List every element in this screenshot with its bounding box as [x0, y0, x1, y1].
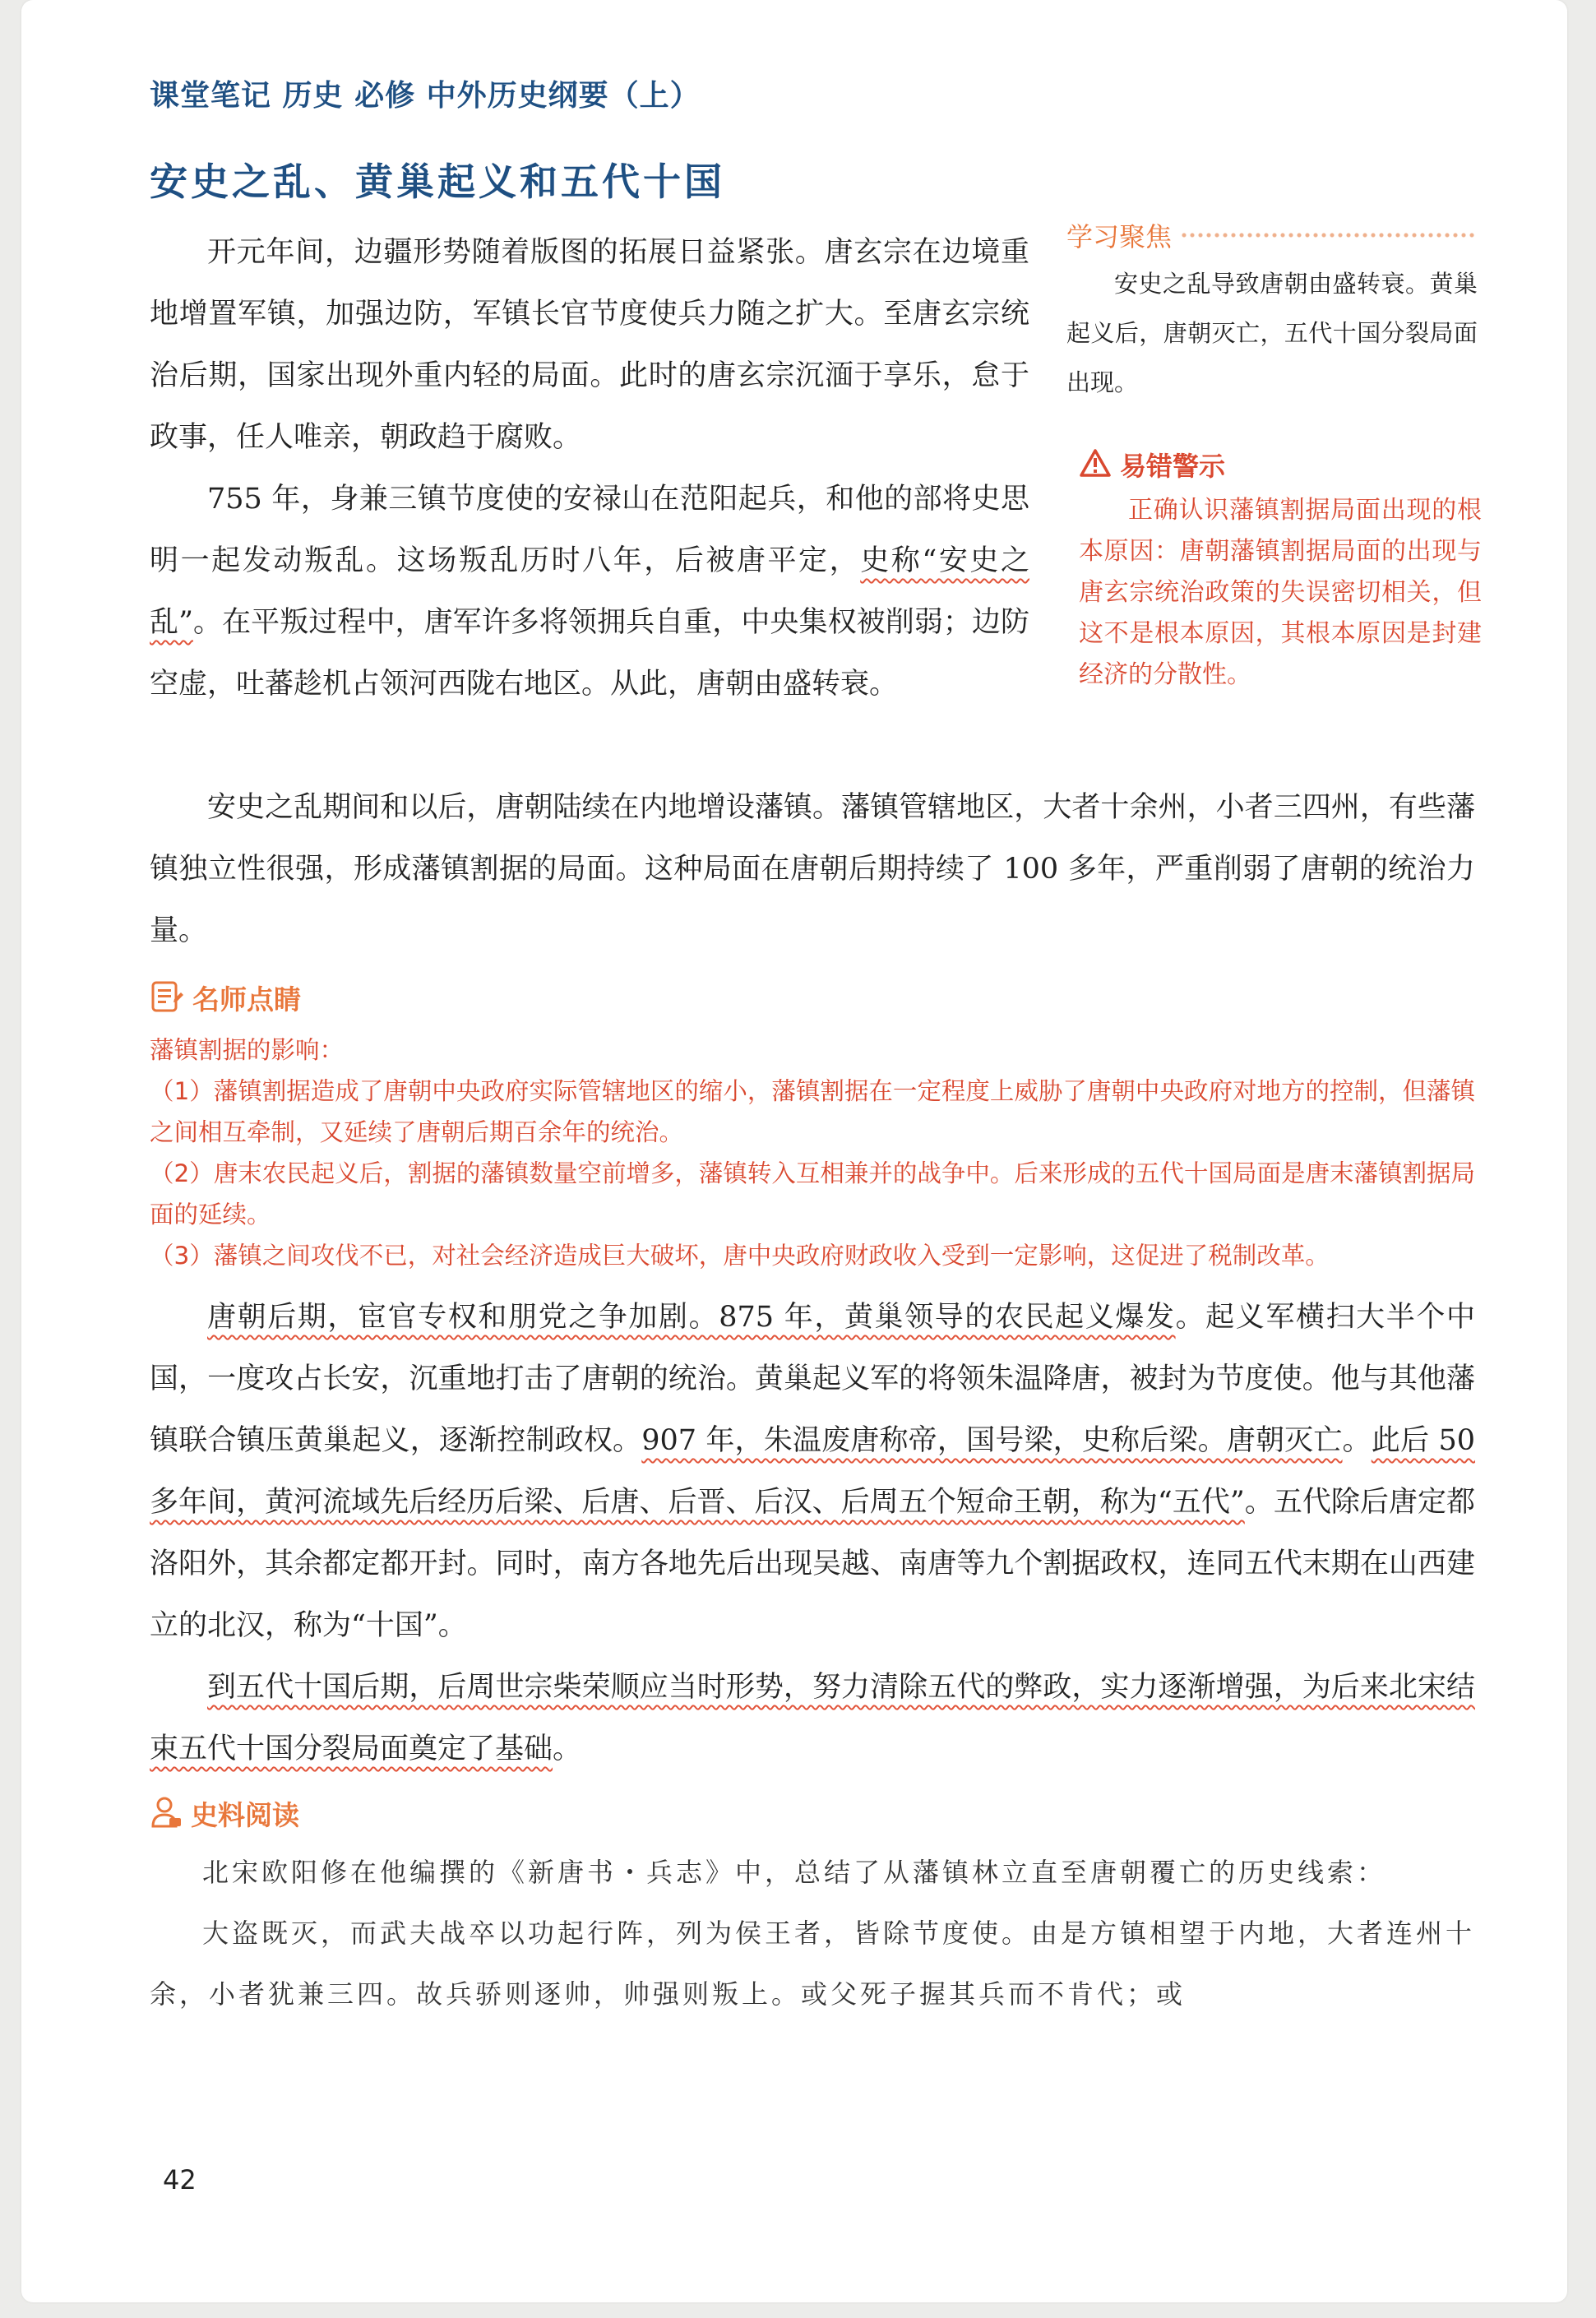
focus-header	[1066, 216, 1478, 254]
warning-text: 正确认识藩镇割据局面出现的根本原因：唐朝藩镇割据局面的出现与唐玄宗统治政策的失误密切相关，但这不是根本原因，其根本原因是封建经济的分散性。	[1079, 496, 1482, 689]
emphasis-underline: 到五代十国后期，后周世宗柴荣顺应当时形势，努力清除五代的弊政，实力逐渐增强，为后来北宋结束五代十国分裂局面奠定了基础	[150, 1671, 1475, 1765]
paragraph-3: 安史之乱期间和以后，唐朝陆续在内地增设藩镇。藩镇管辖地区，大者十余州，小者三四州，有些藩镇独立性很强，形成藩镇割据的局面。这种局面在唐朝后期持续了 100 多年，严重削弱了唐朝的统治力量。	[150, 791, 1475, 947]
reading-label: 史料阅读	[191, 1799, 299, 1831]
teacher-note-intro: 藩镇割据的影响：	[150, 1036, 345, 1064]
reading-quote: 大盗既灭，而武夫战卒以功起行阵，列为侯王者，皆除节度使。由是方镇相望于内地，大者连州十余，小者犹兼三四。故兵骄则逐帅，帅强则叛上。或父死子握其兵而不肯代；或	[150, 1918, 1476, 2010]
running-header: 课堂笔记 历史 必修 中外历史纲要（上）	[150, 79, 701, 113]
reading-box	[150, 1842, 1475, 2024]
paragraphs-4-5-block	[150, 1287, 1475, 1780]
dotted-divider	[1180, 231, 1478, 239]
teacher-note-icon	[150, 979, 184, 1017]
emphasis-underline: 907 年，朱温废唐称帝，国号梁，史称后梁。唐朝灭亡	[641, 1424, 1343, 1457]
warning-box	[1079, 490, 1482, 696]
paragraph-3-block	[150, 777, 1475, 962]
warning-label: 易错警示	[1120, 451, 1226, 482]
warning-icon	[1079, 448, 1112, 481]
section-title: 安史之乱、黄巢起义和五代十国	[150, 160, 725, 204]
teacher-note-header	[150, 979, 301, 1017]
paragraph-5: 到五代十国后期，后周世宗柴荣顺应当时形势，努力清除五代的弊政，实力逐渐增强，为后来北宋结束五代十国分裂局面奠定了基础。	[150, 1671, 1475, 1765]
paragraph-2: 755 年，身兼三镇节度使的安禄山在范阳起兵，和他的部将史思明一起发动叛乱。这场叛乱历时八年，后被唐平定，史称“安史之乱”。在平叛过程中，唐军许多将领拥兵自重，中央集权被削弱；边防空虚，吐蕃趁机占领河西陇右地区。从此，唐朝由盛转衰。	[150, 483, 1029, 701]
teacher-note-point: （3）藩镇之间攻伐不已，对社会经济造成巨大破坏，唐中央政府财政收入受到一定影响，这促进了税制改革。	[150, 1242, 1330, 1270]
focus-text: 安史之乱导致唐朝由盛转衰。黄巢起义后，唐朝灭亡，五代十国分裂局面出现。	[1066, 270, 1478, 396]
focus-box	[1066, 259, 1478, 407]
reading-header	[150, 1794, 299, 1833]
warning-header	[1079, 446, 1225, 483]
page-number: 42	[163, 2164, 197, 2195]
main-text-column	[150, 222, 1029, 715]
teacher-note-box	[150, 1029, 1475, 1276]
emphasis-underline: 唐朝后期，宦官专权和朋党之争加剧。875 年，黄巢领导的农民起义爆发	[207, 1301, 1176, 1334]
teacher-note-label: 名师点睛	[192, 983, 301, 1016]
emphasis-underline: 史称“安史之乱”	[150, 544, 1029, 639]
teacher-note-point: （2）唐末农民起义后，割据的藩镇数量空前增多，藩镇转入互相兼并的战争中。后来形成的五代十国局面是唐末藩镇割据局面的延续。	[150, 1159, 1475, 1228]
paragraph-1: 开元年间，边疆形势随着版图的拓展日益紧张。唐玄宗在边境重地增置军镇，加强边防，军镇长官节度使兵力随之扩大。至唐玄宗统治后期，国家出现外重内轻的局面。此时的唐玄宗沉湎于享乐，怠于政事，任人唯亲，朝政趋于腐败。	[150, 236, 1029, 454]
reading-paragraph: 北宋欧阳修在他编撰的《新唐书・兵志》中，总结了从藩镇林立直至唐朝覆亡的历史线索：	[202, 1857, 1387, 1888]
reader-icon	[150, 1795, 183, 1833]
focus-label: 学习聚焦	[1066, 221, 1173, 252]
teacher-note-point: （1）藩镇割据造成了唐朝中央政府实际管辖地区的缩小，藩镇割据在一定程度上威胁了唐朝中央政府对地方的控制，但藩镇之间相互牵制，又延续了唐朝后期百余年的统治。	[150, 1077, 1475, 1146]
paragraph-4: 唐朝后期，宦官专权和朋党之争加剧。875 年，黄巢领导的农民起义爆发。起义军横扫大半个中国，一度攻占长安，沉重地打击了唐朝的统治。黄巢起义军的将领朱温降唐，被封为节度使。他与其他藩镇联合镇压黄巢起义，逐渐控制政权。907 年，朱温废唐称帝，国号梁，史称后梁。唐朝灭亡。此后 50 多年间，黄河流域先后经历后梁、后唐、后晋、后汉、后周五个短命王朝，称为“五代”。五代除后唐定都洛阳外，其余都定都开封。同时，南方各地先后出现吴越、南唐等九个割据政权，连同五代末期在山西建立的北汉，称为“十国”。	[150, 1301, 1475, 1642]
emphasis-underline: 此后 50 多年间，黄河流域先后经历后梁、后唐、后晋、后汉、后周五个短命王朝，称为“五代”	[150, 1424, 1475, 1519]
